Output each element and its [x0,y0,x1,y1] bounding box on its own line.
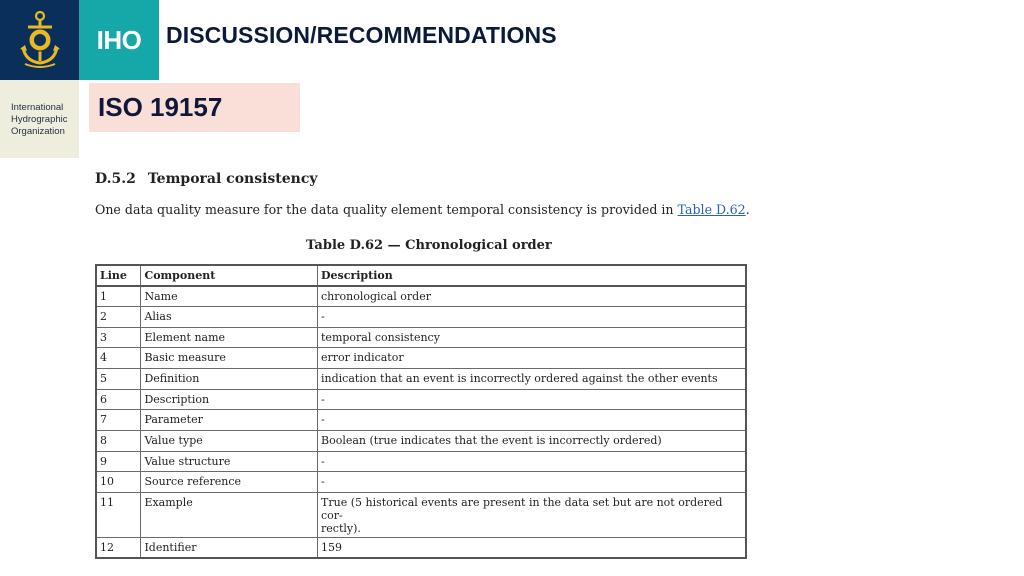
cell-description: True (5 historical events are present in the data set but are not ordered cor- rectly). [318,493,746,538]
cell-description: indication that an event is incorrectly ordered against the other events [318,368,746,389]
slide-title: DISCUSSION/RECOMMENDATIONS [166,22,557,48]
cell-description: - [318,451,746,472]
brand-label: IHO [96,24,142,55]
iho-emblem-icon [15,9,65,71]
cell-line: 10 [96,472,141,493]
slide-subtitle: ISO 19157 [98,92,223,122]
cell-line: 11 [96,493,141,538]
table-row [96,538,746,559]
org-line-3: Organization [11,126,65,137]
cell-line: 3 [96,327,141,348]
cell-description: - [318,306,746,327]
table-row [96,431,746,452]
cell-line: 2 [96,306,141,327]
organization-name-block [0,80,79,158]
column-header-line: Line [96,265,141,286]
paragraph-end: . [745,202,750,217]
table-row [96,451,746,472]
cell-line: 9 [96,451,141,472]
cell-line: 12 [96,538,141,559]
cell-component: Value structure [141,451,318,472]
table-body [96,286,746,559]
table-row [96,327,746,348]
cell-description: error indicator [318,348,746,369]
org-line-2: Hydrographic [11,114,68,125]
cell-line: 7 [96,410,141,431]
table-row [96,368,746,389]
cell-description: - [318,410,746,431]
cell-line: 4 [96,348,141,369]
cell-component: Basic measure [141,348,318,369]
cell-description: chronological order [318,286,746,307]
table-header-row [96,265,746,286]
subtitle-box [89,83,300,132]
cell-component: Parameter [141,410,318,431]
paragraph-text: One data quality measure for the data quality element temporal consistency is provided in [95,202,678,217]
table-row [96,493,746,538]
table-row [96,348,746,369]
cell-line: 6 [96,389,141,410]
table-row [96,389,746,410]
cell-component: Description [141,389,318,410]
cell-description: - [318,472,746,493]
iho-brand-block [79,0,159,80]
table-reference-link[interactable]: Table D.62 [677,202,746,217]
cell-line: 8 [96,431,141,452]
section-number: D.5.2 [95,171,136,187]
data-quality-table [95,264,747,559]
cell-line: 5 [96,368,141,389]
cell-line: 1 [96,286,141,307]
section-heading [95,171,318,187]
cell-component: Value type [141,431,318,452]
cell-component: Alias [141,306,318,327]
cell-description: temporal consistency [318,327,746,348]
section-paragraph [95,202,750,217]
section-title: Temporal consistency [147,171,318,187]
org-line-1: International [11,102,64,113]
cell-component: Name [141,286,318,307]
table-row [96,410,746,431]
cell-component: Source reference [141,472,318,493]
column-header-description: Description [318,265,746,286]
cell-component: Element name [141,327,318,348]
cell-description: - [318,389,746,410]
cell-description: Boolean (true indicates that the event is incorrectly ordered) [318,431,746,452]
table-row [96,472,746,493]
table-caption: Table D.62 — Chronological order [306,238,552,253]
table-row [96,306,746,327]
table-row [96,286,746,307]
cell-component: Definition [141,368,318,389]
iho-logo [0,0,79,80]
cell-component: Example [141,493,318,538]
cell-component: Identifier [141,538,318,559]
cell-description: 159 [318,538,746,559]
column-header-component: Component [141,265,318,286]
